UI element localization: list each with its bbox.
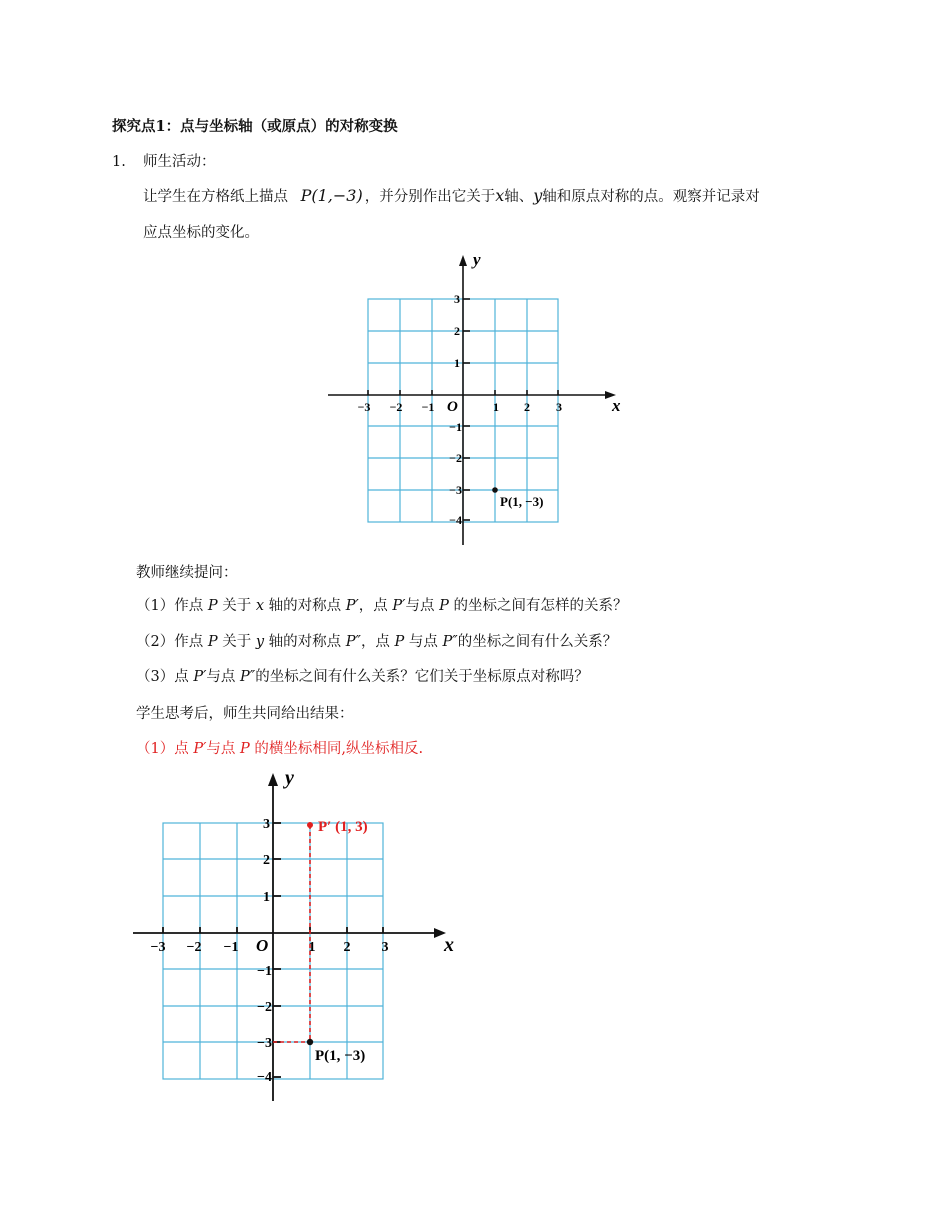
graph-2-y-label: y: [285, 767, 294, 789]
intro-point-text: P(1,−3): [300, 186, 363, 205]
item-label: 师生活动：: [143, 154, 216, 170]
q3-p1: P′: [193, 669, 207, 685]
q2-p2b: P″: [442, 634, 458, 650]
q1-x: x: [255, 598, 265, 614]
graph-2-x-label: x: [444, 934, 454, 956]
graph-2-ytick: −2: [257, 1000, 272, 1015]
graph-1-xtick: 3: [556, 400, 562, 414]
q2-e: 与点: [404, 634, 443, 650]
q2-pb: P: [394, 634, 405, 650]
graph-1-ytick: −4: [449, 513, 462, 527]
graph-1-xtick: 1: [493, 400, 499, 414]
graph-2-ytick: −1: [257, 964, 272, 979]
graph-2-point-p: [307, 1039, 313, 1045]
graph-1-ytick: 2: [454, 324, 460, 338]
intro-x: x: [495, 186, 505, 205]
q2-d: ，点: [360, 634, 395, 650]
q1-p1b: P′: [392, 598, 406, 614]
a1-c: 的横坐标相同,纵坐标相反.: [249, 741, 424, 757]
intro-line-2: 应点坐标的变化。: [143, 225, 259, 241]
graph-1-xtick: −3: [357, 400, 371, 414]
intro-text-3: 轴、: [504, 189, 534, 205]
q3-c: 的坐标之间有什么关系？它们关于坐标原点对称吗？: [255, 669, 589, 685]
graph-1-x-label: x: [612, 396, 621, 415]
q1-p1: P′: [345, 598, 359, 614]
intro-text-2: ，并分别作出它关于: [364, 189, 496, 205]
q2-y: y: [255, 634, 265, 650]
q2-p: P: [207, 634, 218, 650]
q1-d: ，点: [358, 598, 393, 614]
a1-b: 与点: [206, 741, 241, 757]
graph-1-ytick: −1: [449, 420, 462, 434]
teacher-question-intro: 教师继续提问：: [136, 565, 238, 581]
q1-e: 与点: [405, 598, 440, 614]
graph-2-origin: O: [256, 936, 269, 955]
graph-2-ytick: 1: [263, 890, 270, 905]
a1-a: （1）点: [136, 741, 194, 757]
graph-2-point-p-prime: [307, 822, 313, 828]
graph-2-ytick: −4: [257, 1070, 272, 1085]
graph-1-xtick: −1: [421, 400, 435, 414]
graph-2-xtick: 3: [381, 940, 389, 955]
graph-1-point-label: P(1, −3): [500, 494, 544, 509]
graph-2-xtick: 2: [343, 940, 351, 955]
intro-text-1: 让学生在方格纸上描点: [143, 189, 288, 205]
q3-p2: P″: [240, 669, 256, 685]
students-result: 学生思考后，师生共同给出结果：: [136, 706, 354, 722]
q3-a: （3）点: [136, 669, 194, 685]
a1-p1: P′: [193, 741, 207, 757]
q1-pb: P: [439, 598, 449, 614]
graph-2-xtick: −2: [186, 940, 202, 955]
graph-1-xtick: 2: [524, 400, 530, 414]
graph-1-ytick: 1: [454, 356, 460, 370]
q2-c: 轴的对称点: [264, 634, 346, 650]
q2-a: （2）作点: [136, 634, 208, 650]
graph-2-xtick: 1: [308, 940, 316, 955]
intro-text-4: 轴和原点对称的点。观察并记录对: [542, 189, 760, 205]
q1-a: （1）作点: [136, 598, 208, 614]
graph-2-y-arrow: [268, 773, 278, 786]
q1-c: 轴的对称点: [264, 598, 346, 614]
graph-1-origin: O: [447, 399, 458, 415]
graph-2-xtick: −1: [223, 940, 239, 955]
graph-2-xtick: −3: [150, 940, 166, 955]
q2-f: 的坐标之间有什么关系？: [457, 634, 618, 650]
graph-2-point-label: P(1, −3): [315, 1048, 366, 1064]
q1-f: 的坐标之间有怎样的关系？: [448, 598, 628, 614]
graph-2-ytick: 2: [263, 853, 270, 868]
section-heading: 探究点1：点与坐标轴（或原点）的对称变换: [112, 118, 398, 135]
a1-p: P: [240, 741, 250, 757]
graph-2-axes: [133, 782, 437, 1101]
graph-2-x-ticks: [151, 940, 389, 955]
q3-b: 与点: [206, 669, 241, 685]
intro-y: y: [533, 186, 543, 205]
graph-1-ytick: 3: [454, 292, 460, 306]
q2-b: 关于: [217, 634, 256, 650]
graph-1-ytick: −3: [449, 483, 462, 497]
graph-2-ytick: 3: [263, 817, 270, 832]
q2-p2: P″: [345, 634, 361, 650]
graph-1-ytick: −2: [449, 451, 462, 465]
graph-2-reflected-label: P′ (1, 3): [318, 819, 368, 835]
graph-2-ytick: −3: [257, 1036, 272, 1051]
graph-1-xtick: −2: [389, 400, 403, 414]
item-number: 1.: [112, 154, 126, 170]
q1-p: P: [207, 598, 218, 614]
graph-1-y-label: y: [473, 250, 481, 269]
q1-b: 关于: [217, 598, 256, 614]
